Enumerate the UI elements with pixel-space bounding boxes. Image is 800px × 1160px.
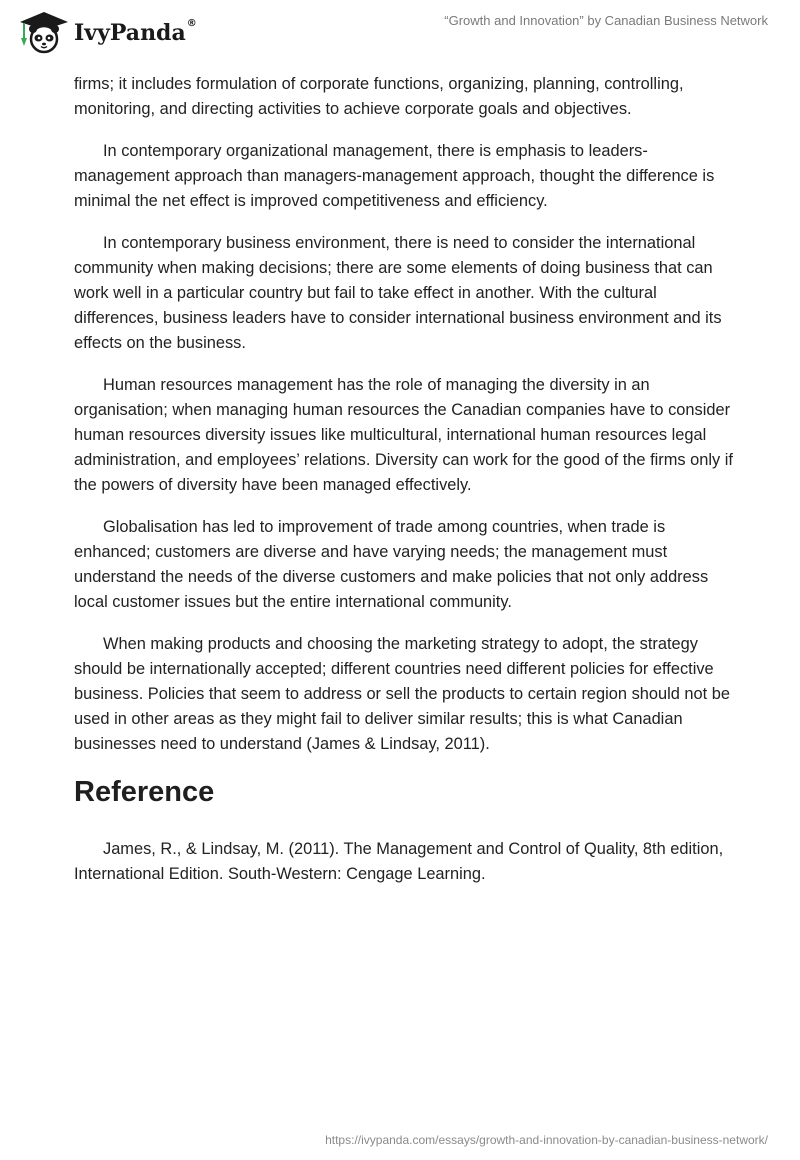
brand-name: IvyPanda® [74, 18, 197, 46]
reference-entry: James, R., & Lindsay, M. (2011). The Management and Control of Quality, 8th edition, International Edition. South-Western: Cengage Learning. [74, 840, 724, 883]
paragraph: In contemporary organizational management, there is emphasis to leaders-management approach than managers-management approach, thought the difference is minimal the net effect is improved competitiveness and efficiency. [74, 142, 715, 210]
paragraph: In contemporary business environment, there is need to consider the international community when making decisions; there are some elements of doing business that can work well in a particular country but fail to take effect in another. With the cultural differences, business leaders have to consider international business environment and its effects on the business. [74, 234, 722, 352]
paragraph: Human resources management has the role of managing the diversity in an organisation; when managing human resources the Canadian companies have to consider human resources diversity issues like multicultural, international human resources legal administration, and employees’ relations. Diversity can work for the good of the firms only if the powers of diversity have been managed effectively. [74, 376, 733, 494]
paragraph: firms; it includes formulation of corporate functions, organizing, planning, controlling, monitoring, and directing activities to achieve corporate goals and objectives. [74, 75, 684, 118]
panda-graduate-icon [14, 8, 70, 54]
ivypanda-logo[interactable] [14, 8, 197, 54]
reference-heading: Reference [74, 776, 215, 808]
page-header [0, 0, 800, 64]
paragraph: Globalisation has led to improvement of trade among countries, when trade is enhanced; customers are diverse and have varying needs; the management must understand the needs of the diverse customers and make policies that not only address local customer issues but the entire international community. [74, 518, 709, 611]
document-title: “Growth and Innovation” by Canadian Business Network [444, 13, 768, 28]
registered-mark: ® [186, 18, 197, 29]
paragraph: When making products and choosing the marketing strategy to adopt, the strategy should be internationally accepted; different countries need different policies for effective business. Policies that seem to address or sell the products to certain region should not be used in other areas as they might fail to deliver similar results; this is what Canadian businesses need to understand (James & Lindsay, 2011). [74, 635, 730, 753]
essay-body [74, 72, 734, 904]
source-url[interactable]: https://ivypanda.com/essays/growth-and-innovation-by-canadian-business-network/ [325, 1133, 768, 1147]
